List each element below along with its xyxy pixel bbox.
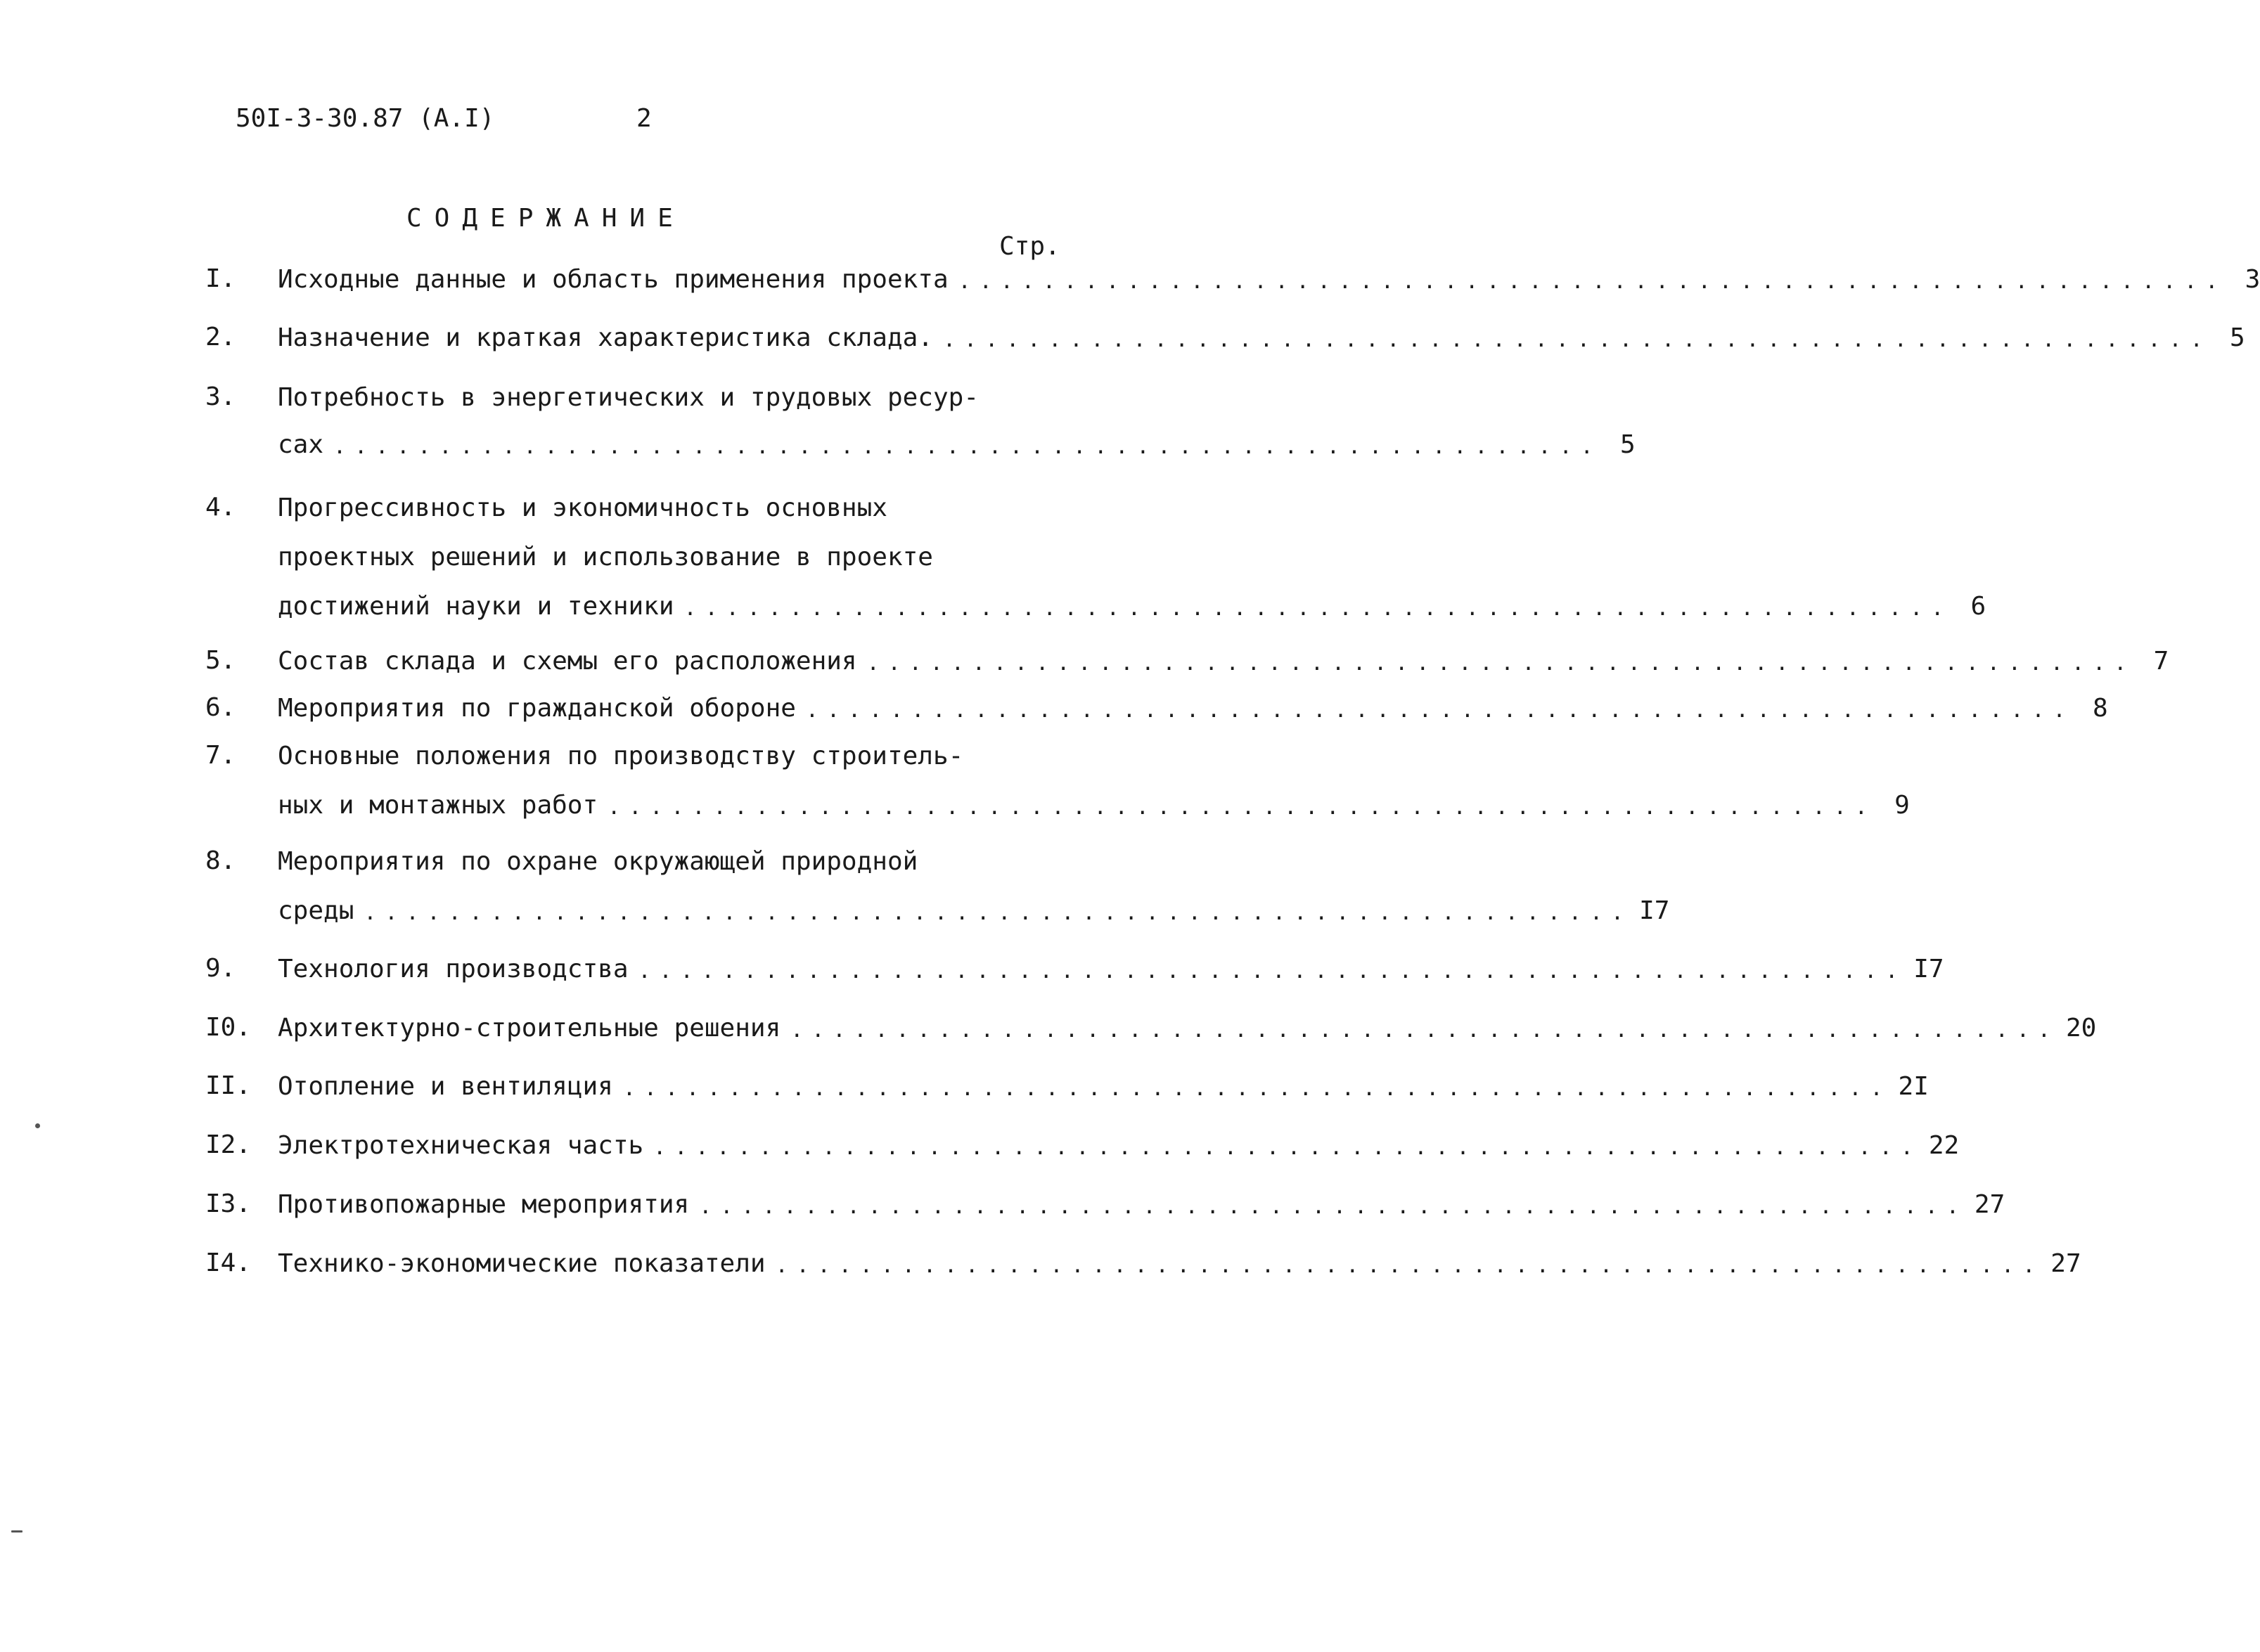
toc-entry-number: 9.: [205, 954, 236, 983]
toc-entry-line: [278, 738, 1136, 770]
toc-entry-title: Противопожарные мероприятия: [278, 1190, 690, 1219]
toc-entry-title: Технология производства: [278, 955, 629, 983]
toc-entry-line: [278, 1187, 2005, 1219]
toc-entry-title: Отопление и вентиляция: [278, 1072, 613, 1101]
toc-entry-line: [278, 643, 2169, 676]
dot-leader: ............................................................: [958, 269, 2227, 294]
toc-entry-line: [278, 844, 1136, 876]
toc-entry-page: 27: [1974, 1190, 2005, 1219]
toc-entry-title: Мероприятия по охране окружающей природной: [278, 847, 918, 876]
toc-entry-line: [278, 893, 1670, 925]
toc-entry-title: Исходные данные и область применения проекта: [278, 265, 949, 294]
toc-entry-line: [278, 262, 2260, 294]
toc-entry-title: Прогрессивность и экономичность основных: [278, 493, 887, 522]
toc-entry-title: достижений науки и техники: [278, 592, 674, 621]
toc-entry-title: Мероприятия по гражданской обороне: [278, 694, 796, 723]
toc-entry-page: 20: [2065, 1014, 2097, 1043]
toc-entry-page: 9: [1894, 791, 1910, 820]
dot-leader: ............................................................: [653, 1135, 1922, 1160]
toc-entry-line: [278, 951, 1944, 983]
toc-entry-page: 5: [1620, 430, 1636, 459]
page-number: 2: [636, 104, 652, 133]
toc-entry-page: 27: [2050, 1249, 2081, 1278]
toc-entry-title: Архитектурно-строительные решения: [278, 1014, 781, 1043]
toc-entry-title: Состав склада и схемы его расположения: [278, 647, 857, 676]
toc-entry-number: 2.: [205, 323, 236, 351]
toc-entry-line: [278, 490, 1136, 522]
dot-leader: ............................................................: [364, 901, 1633, 925]
scan-speck: [35, 1123, 40, 1128]
toc-entry-number: I2.: [205, 1130, 252, 1159]
toc-entry-line: [278, 380, 1136, 412]
toc-entry-line: [278, 1069, 1929, 1101]
document-code: 50I-3-30.87 (А.I): [236, 104, 495, 133]
toc-entry-page: I7: [1639, 896, 1670, 925]
toc-entry-line: [278, 1128, 1960, 1160]
toc-entry-page: 6: [1970, 592, 1986, 621]
toc-entry-line: [278, 1010, 2097, 1043]
toc-entry-page: 22: [1928, 1131, 1960, 1160]
toc-entry-page: 8: [2092, 694, 2108, 723]
dot-leader: ............................................................: [333, 434, 1602, 459]
toc-entry-number: 6.: [205, 693, 236, 722]
dot-leader: ............................................................: [866, 651, 2136, 676]
toc-entry-number: 7.: [205, 741, 236, 770]
toc-entry-line: [278, 427, 1636, 459]
toc-entry-title: ных и монтажных работ: [278, 791, 598, 820]
dot-leader: ............................................................: [790, 1018, 2059, 1043]
toc-entry-page: 2I: [1898, 1072, 1929, 1101]
toc-entry-page: 3: [2245, 265, 2260, 294]
toc-entry-line: [278, 588, 1986, 621]
toc-entry-number: I3.: [205, 1189, 252, 1218]
dot-leader: ............................................................: [699, 1194, 1967, 1219]
toc-entry-title: Технико-экономические показатели: [278, 1249, 766, 1278]
toc-entry-title: Электротехническая часть: [278, 1131, 644, 1160]
toc-entry-number: II.: [205, 1071, 252, 1100]
dot-leader: ............................................................: [775, 1253, 2044, 1278]
toc-entry-title: Потребность в энергетических и трудовых ресур-: [278, 383, 979, 412]
toc-entry-page: 5: [2230, 323, 2245, 352]
toc-entry-number: 3.: [205, 382, 236, 411]
dot-leader: ............................................................: [942, 328, 2211, 352]
toc-entry-number: 5.: [205, 646, 236, 675]
dot-leader: ............................................................: [805, 698, 2074, 723]
toc-entry-number: 4.: [205, 493, 236, 522]
toc-entry-number: I0.: [205, 1013, 252, 1042]
toc-entry-line: [278, 1246, 2081, 1278]
page-title: СОДЕРЖАНИЕ: [406, 204, 686, 233]
toc-entry-line: [278, 320, 2245, 352]
toc-entry-title: сах: [278, 430, 324, 459]
toc-entry-line: [278, 690, 2108, 723]
toc-entry-line: [278, 539, 1136, 572]
toc-entry-title: проектных решений и использование в проекте: [278, 543, 933, 572]
toc-entry-page: I7: [1913, 955, 1944, 983]
toc-entry-page: 7: [2153, 647, 2169, 676]
toc-entry-title: Назначение и краткая характеристика склада.: [278, 323, 933, 352]
dot-leader: ............................................................: [683, 596, 1953, 621]
toc-entry-title: Основные положения по производству строитель-: [278, 742, 964, 770]
page-column-label: Стр.: [999, 232, 1060, 261]
toc-entry-number: I4.: [205, 1248, 252, 1277]
scan-speck: [11, 1530, 23, 1532]
toc-entry-number: I.: [205, 264, 236, 293]
dot-leader: ............................................................: [608, 795, 1876, 820]
toc-entry-title: среды: [278, 896, 354, 925]
dot-leader: ............................................................: [622, 1076, 1892, 1101]
toc-entry-number: 8.: [205, 846, 236, 875]
toc-entry-line: [278, 787, 1910, 820]
dot-leader: ............................................................: [638, 959, 1907, 983]
